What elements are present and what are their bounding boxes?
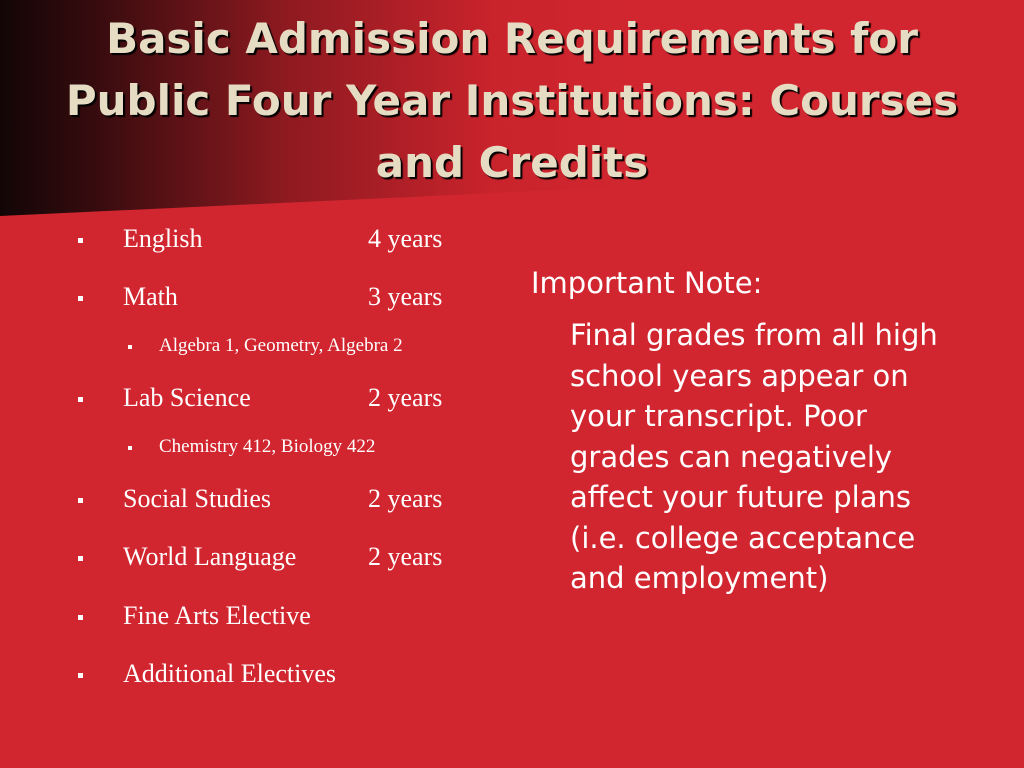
years-value: 3 years — [368, 282, 443, 311]
square-bullet-icon — [78, 498, 83, 503]
square-bullet-icon — [78, 296, 83, 301]
subject-label: World Language — [123, 542, 297, 571]
subject-label: Additional Electives — [123, 659, 337, 688]
note-line: grades can negatively — [570, 439, 893, 474]
note-heading: Important Note: — [531, 266, 763, 300]
course-list: Algebra 1, Geometry, Algebra 2 — [159, 335, 403, 356]
years-value: 2 years — [368, 542, 443, 571]
square-bullet-icon — [128, 446, 132, 450]
years-value: 2 years — [368, 484, 443, 513]
subject-label: Math — [123, 282, 178, 311]
square-bullet-icon — [128, 345, 132, 349]
note-line: (i.e. college acceptance — [570, 520, 916, 555]
years-value: 2 years — [368, 383, 443, 412]
subject-label: Lab Science — [123, 383, 251, 412]
subject-label: Fine Arts Elective — [123, 601, 311, 630]
note-line: and employment) — [570, 561, 829, 595]
note-line: Final grades from all high — [570, 318, 938, 352]
square-bullet-icon — [78, 397, 83, 402]
note-line: affect your future plans — [570, 480, 911, 514]
note-line: school years appear on — [570, 358, 909, 393]
course-list: Chemistry 412, Biology 422 — [159, 436, 376, 457]
subject-label: English — [123, 224, 203, 253]
subject-label: Social Studies — [123, 484, 272, 513]
slide-title — [60, 8, 964, 194]
square-bullet-icon — [78, 673, 83, 678]
title-line: and Credits — [375, 138, 649, 187]
title-line: Public Four Year Institutions: Courses — [65, 76, 959, 125]
square-bullet-icon — [78, 556, 83, 561]
note-body — [570, 315, 990, 599]
square-bullet-icon — [78, 238, 83, 243]
note-line: your transcript. Poor — [570, 399, 867, 433]
square-bullet-icon — [78, 615, 83, 620]
years-value: 4 years — [368, 224, 443, 253]
title-line: Basic Admission Requirements for — [106, 14, 918, 63]
